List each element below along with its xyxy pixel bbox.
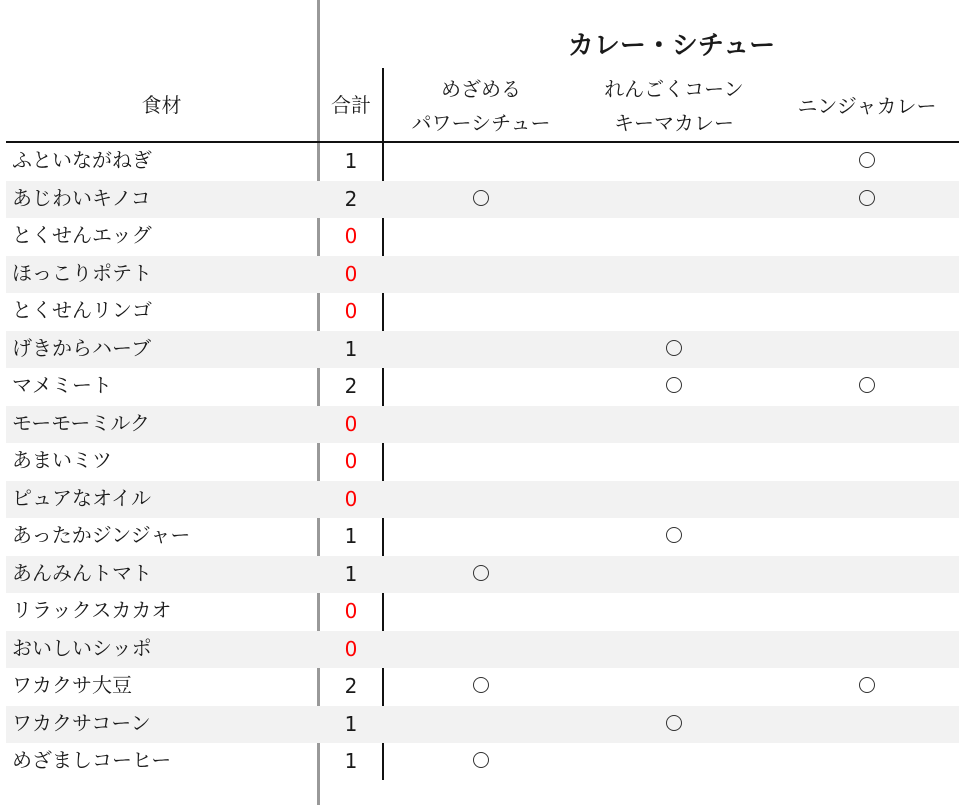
used-mark-circle: [666, 377, 682, 393]
ingredient-name: おいしいシッポ: [12, 635, 152, 660]
table-row: [6, 443, 959, 481]
ingredient-name: げきからハーブ: [12, 335, 151, 360]
ingredient-name: ほっこりポテト: [12, 260, 152, 285]
used-mark-circle: [473, 752, 489, 768]
ingredient-total: 0: [344, 261, 358, 286]
table-row: [6, 743, 959, 781]
table-row: [6, 668, 959, 706]
ingredient-total: 0: [344, 486, 358, 511]
table-row: [6, 181, 959, 219]
ingredient-name: モーモーミルク: [12, 410, 150, 435]
table-row: [6, 331, 959, 369]
ingredient-total: 2: [344, 374, 358, 398]
used-mark-circle: [473, 190, 489, 206]
used-mark-circle: [666, 340, 682, 356]
ingredient-total: 1: [344, 711, 358, 736]
ingredient-total: 2: [344, 186, 358, 211]
ingredient-total: 0: [344, 636, 358, 661]
table-row: [6, 368, 959, 406]
table-row: [6, 556, 959, 594]
ingredient-header: 食材: [141, 93, 182, 117]
recipe-header-line1: ニンジャカレー: [797, 94, 937, 118]
table-row: [6, 406, 959, 444]
ingredient-name: あじわいキノコ: [12, 185, 151, 210]
group-title: カレー・シチュー: [567, 31, 776, 61]
ingredient-table-body: [6, 143, 959, 781]
ingredient-name: ワカクサ大豆: [12, 673, 132, 697]
ingredient-total: 1: [344, 336, 358, 361]
ingredient-total: 1: [344, 749, 358, 773]
table-row: [6, 518, 959, 556]
table-row: [6, 481, 959, 519]
used-mark-circle: [666, 715, 682, 731]
ingredient-name: めざましコーヒー: [12, 748, 172, 772]
ingredient-name: ピュアなオイル: [12, 485, 151, 510]
table-row: [6, 593, 959, 631]
ingredient-total: 1: [344, 561, 358, 586]
table-row: [6, 143, 959, 181]
table-row: [6, 256, 959, 294]
ingredient-name: とくせんエッグ: [12, 223, 152, 247]
ingredient-total: 0: [344, 449, 358, 473]
ingredient-total: 0: [344, 224, 358, 248]
used-mark-circle: [859, 152, 875, 168]
table-row: [6, 218, 959, 256]
ingredient-total: 1: [344, 524, 358, 548]
total-header: 合計: [331, 93, 371, 117]
used-mark-circle: [473, 565, 489, 581]
ingredient-name: ワカクサコーン: [12, 710, 151, 735]
ingredient-name: あったかジンジャー: [12, 523, 191, 547]
used-mark-circle: [859, 190, 875, 206]
recipe-header-ninja-curry: [771, 72, 959, 140]
table-row: [6, 631, 959, 669]
recipe-header-line2: パワーシチュー: [411, 111, 551, 135]
recipe-header-line1: れんごくコーン: [604, 77, 744, 101]
ingredient-name: ふといながねぎ: [12, 148, 152, 172]
ingredient-total: 0: [344, 299, 358, 323]
ingredient-name: マメミート: [12, 373, 112, 397]
recipe-header-line2: キーマカレー: [614, 111, 734, 135]
ingredient-name: あまいミツ: [12, 448, 112, 472]
ingredient-name: とくせんリンゴ: [12, 298, 152, 322]
ingredient-total: 2: [344, 674, 358, 698]
table-row: [6, 293, 959, 331]
recipe-header-rengoku-corn-keema-curry: [578, 72, 770, 140]
used-mark-circle: [859, 677, 875, 693]
ingredient-total: 1: [344, 149, 358, 173]
table-row: [6, 706, 959, 744]
recipe-header-line1: めざめる: [441, 77, 521, 101]
used-mark-circle: [859, 377, 875, 393]
ingredient-name: リラックスカカオ: [12, 598, 172, 622]
ingredient-name: あんみんトマト: [12, 560, 152, 585]
ingredient-total: 0: [344, 411, 358, 436]
used-mark-circle: [473, 677, 489, 693]
recipe-header-mezameru-power-stew: [385, 72, 577, 140]
ingredient-total: 0: [344, 599, 358, 623]
used-mark-circle: [666, 527, 682, 543]
